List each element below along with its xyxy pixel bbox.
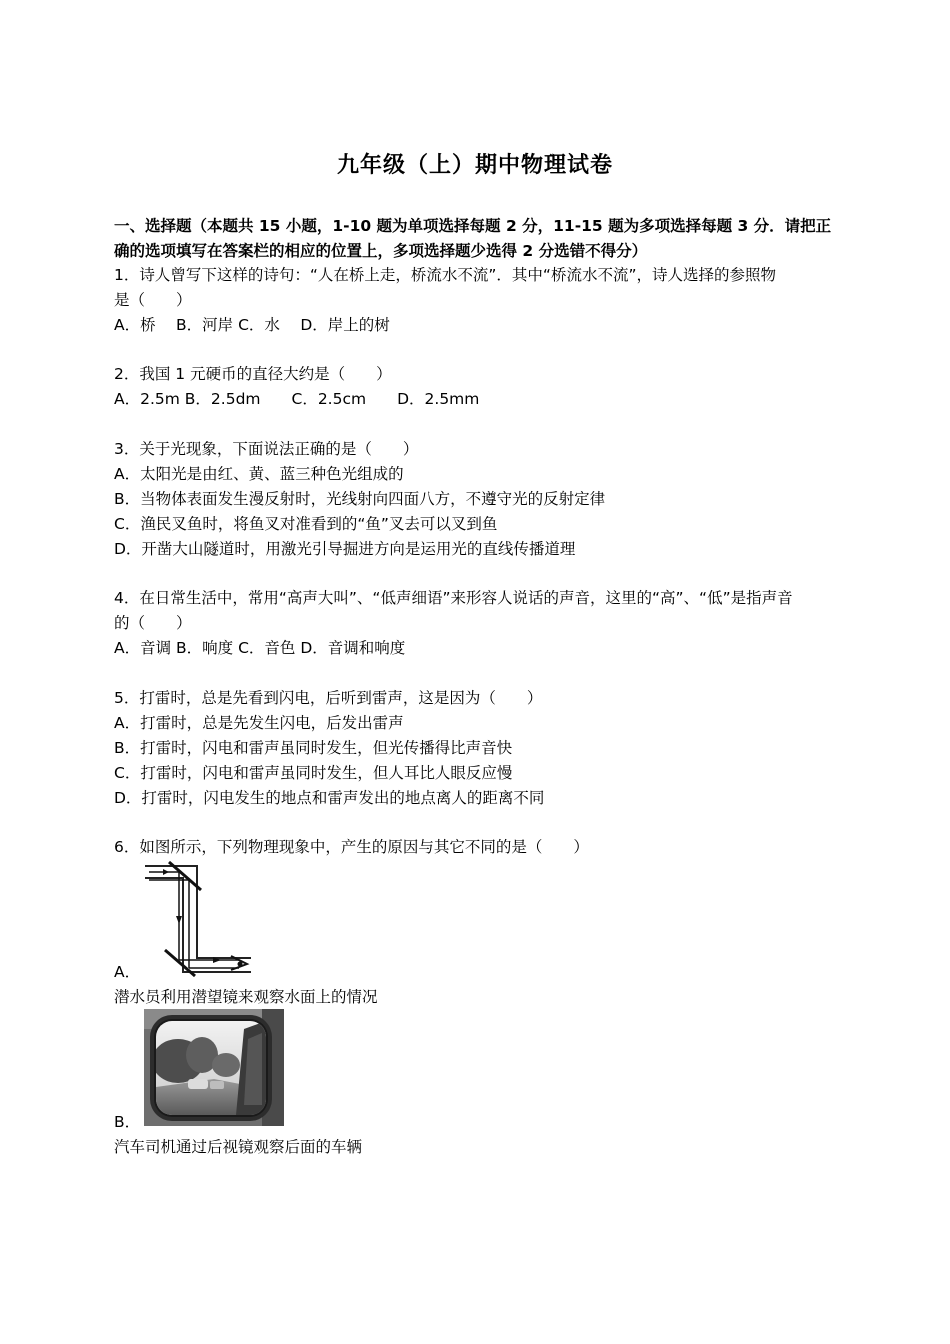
q3-stem: 3．关于光现象，下面说法正确的是（ ） — [114, 440, 419, 458]
q6-option-b-label: B． — [114, 1113, 141, 1131]
periscope-figure — [143, 860, 253, 978]
q3-option-d: D．开凿大山隧道时，用激光引导掘进方向是运用光的直线传播道理 — [114, 540, 576, 558]
q5-option-c: C．打雷时，闪电和雷声虽同时发生，但人耳比人眼反应慢 — [114, 764, 513, 782]
q3-option-c: C．渔民叉鱼时，将鱼叉对准看到的“鱼”叉去可以叉到鱼 — [114, 515, 498, 533]
q6-option-a-label: A． — [114, 963, 141, 981]
q5-option-a: A．打雷时，总是先发生闪电，后发出雷声 — [114, 714, 404, 732]
q2-options: A．2.5m B．2.5dm C．2.5cm D．2.5mm — [114, 390, 480, 408]
q6-stem: 6．如图所示，下列物理现象中，产生的原因与其它不同的是（ ） — [114, 838, 589, 856]
q4-options: A．音调 B．响度 C．音色 D．音调和响度 — [114, 639, 406, 657]
rear-view-mirror-photo — [144, 1009, 284, 1126]
q5-option-d: D．打雷时，闪电发生的地点和雷声发出的地点离人的距离不同 — [114, 789, 545, 807]
q1-stem-line-1: 1．诗人曾写下这样的诗句：“人在桥上走，桥流水不流”．其中“桥流水不流”，诗人选择的参照物 — [114, 266, 776, 284]
q6-option-a-caption: 潜水员利用潜望镜来观察水面上的情况 — [114, 988, 378, 1006]
section-heading-line-2: 确的选项填写在答案栏的相应的位置上，多项选择题少选得 2 分选错不得分） — [114, 242, 648, 260]
q1-options: A．桥 B．河岸 C．水 D．岸上的树 — [114, 316, 390, 334]
q5-stem: 5．打雷时，总是先看到闪电，后听到雷声，这是因为（ ） — [114, 689, 543, 707]
q5-option-b: B．打雷时，闪电和雷声虽同时发生，但光传播得比声音快 — [114, 739, 513, 757]
q4-stem-line-1: 4．在日常生活中，常用“高声大叫”、“低声细语”来形容人说话的声音，这里的“高”、“低”是指声音 — [114, 589, 793, 607]
q2-stem: 2．我国 1 元硬币的直径大约是（ ） — [114, 365, 392, 383]
q4-stem-line-2: 的（ ） — [114, 614, 192, 632]
section-heading-line-1: 一、选择题（本题共 15 小题，1-10 题为单项选择每题 2 分，11-15 题为多项选择每题 3 分．请把正 — [114, 217, 832, 235]
q1-stem-line-2: 是（ ） — [114, 291, 192, 309]
q6-option-b-caption: 汽车司机通过后视镜观察后面的车辆 — [114, 1138, 363, 1156]
q3-option-a: A．太阳光是由红、黄、蓝三种色光组成的 — [114, 465, 404, 483]
q3-option-b: B．当物体表面发生漫反射时，光线射向四面八方，不遵守光的反射定律 — [114, 490, 606, 508]
section-heading — [114, 214, 844, 264]
page-title: 九年级（上）期中物理试卷 — [336, 153, 613, 178]
